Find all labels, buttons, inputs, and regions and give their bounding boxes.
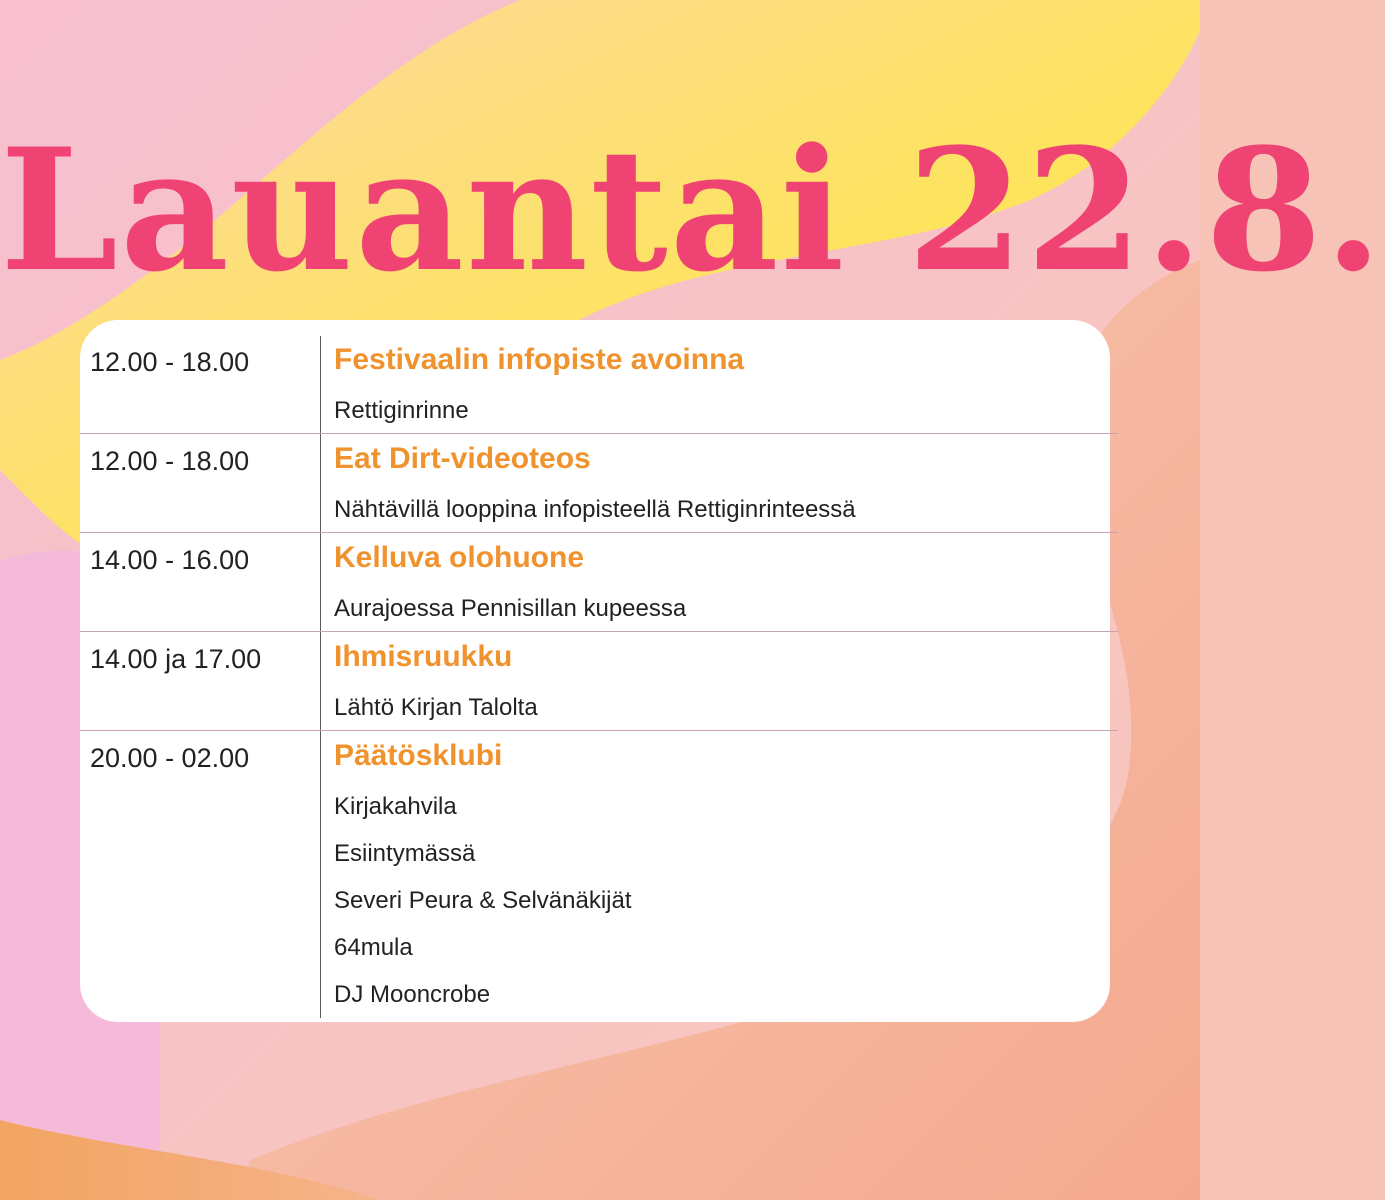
row-detail: Lähtö Kirjan Talolta — [334, 694, 538, 721]
schedule-row — [80, 533, 1118, 632]
row-detail: Severi Peura & Selvänäkijät — [334, 887, 632, 914]
row-detail: Rettiginrinne — [334, 397, 469, 424]
row-detail: Esiintymässä — [334, 840, 476, 867]
schedule-row — [80, 434, 1118, 533]
row-detail: Aurajoessa Pennisillan kupeessa — [334, 595, 687, 622]
row-event-title: Eat Dirt-videoteos — [334, 442, 591, 475]
row-time: 12.00 - 18.00 — [90, 446, 250, 476]
row-detail: Nähtävillä looppina infopisteellä Rettiginrinteessä — [334, 496, 856, 523]
row-detail: DJ Mooncrobe — [334, 981, 491, 1008]
row-time: 20.00 - 02.00 — [90, 743, 250, 773]
row-event-title: Päätösklubi — [334, 739, 503, 772]
row-event-title: Ihmisruukku — [334, 640, 513, 673]
page-title: Lauantai 22.8. — [0, 111, 1385, 309]
row-time: 14.00 ja 17.00 — [90, 644, 262, 674]
row-detail: Kirjakahvila — [334, 793, 457, 820]
row-event-title: Festivaalin infopiste avoinna — [334, 343, 745, 376]
schedule-row — [80, 632, 1118, 731]
schedule-row — [80, 731, 1118, 1021]
row-time: 14.00 - 16.00 — [90, 545, 250, 575]
row-time: 12.00 - 18.00 — [90, 347, 250, 377]
schedule-row — [80, 335, 1118, 434]
row-event-title: Kelluva olohuone — [334, 541, 585, 574]
row-detail: 64mula — [334, 934, 413, 961]
